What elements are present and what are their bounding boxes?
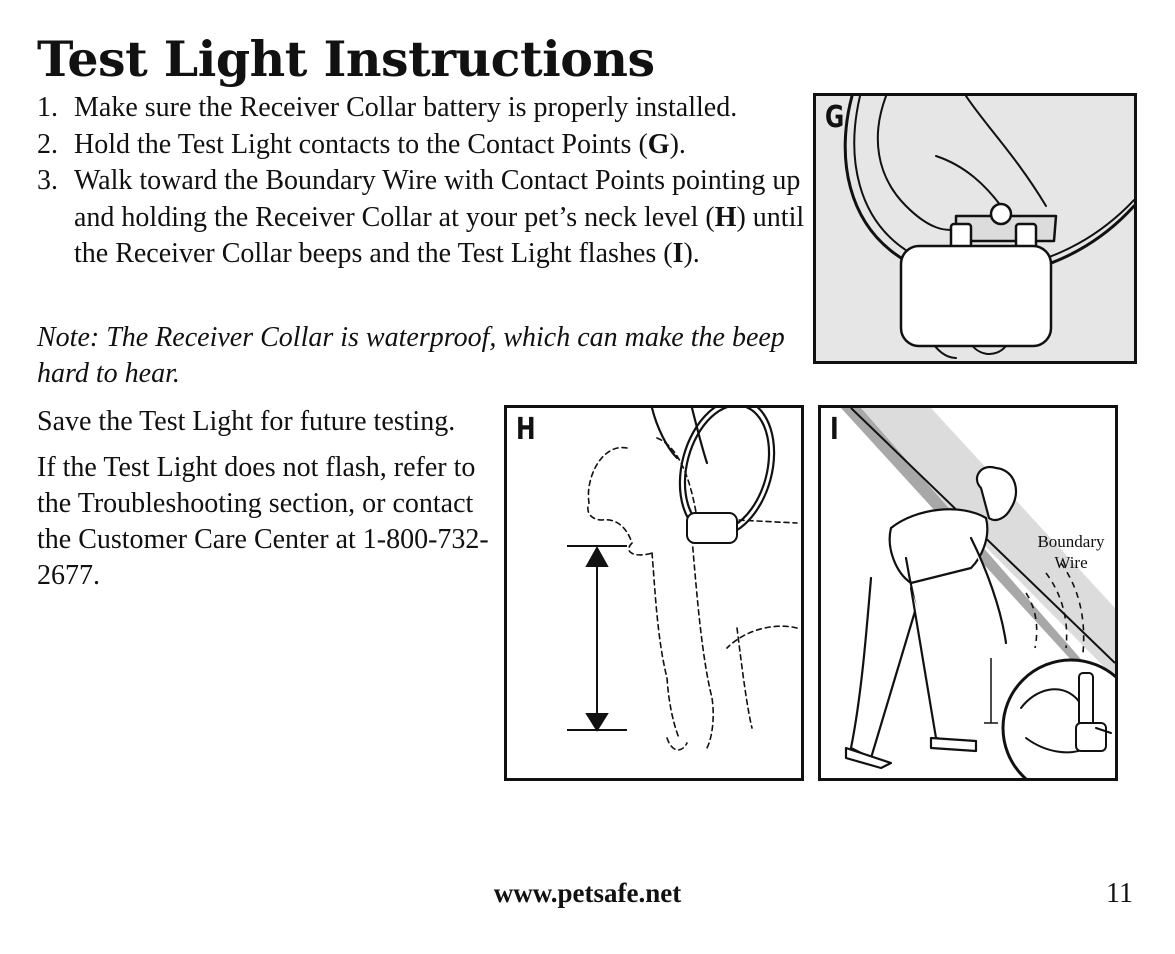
boundary-wire-label-line2: Wire [1054,553,1088,572]
figure-ref-h: H [714,201,737,233]
person-testing-near-boundary-wire-illustration [821,408,1115,778]
figure-i-panel [818,405,1118,781]
instruction-steps [37,90,807,273]
boundary-wire-label [1026,531,1116,573]
step-number: 1. [37,92,58,123]
step-text: ) until the Receiver Collar beeps and the Test Light flashes ( [74,201,805,269]
step-text: Hold the Test Light contacts to the Contact Points ( [74,128,648,160]
page-number: 11 [1106,878,1133,909]
step-number: 3. [37,165,58,196]
figure-i-label: I [830,412,839,447]
figure-h-panel [504,405,804,781]
dog-neck-height-illustration [507,408,801,778]
save-instruction: Save the Test Light for future testing. [37,406,456,437]
step-text: ). [669,128,686,160]
step-text: Walk toward the Boundary Wire with Contact Points pointing up and holding the Receiver Collar at your pet’s neck level ( [74,165,801,233]
figure-h-label: H [516,412,536,447]
hand-holding-collar-illustration [816,96,1134,361]
step-number: 2. [37,128,58,160]
step-text: Make sure the Receiver Collar battery is properly installed. [74,92,738,123]
figure-ref-i: I [672,238,684,269]
step-item [37,90,807,127]
step-text: ). [683,238,700,269]
figure-g-label: G [825,100,845,135]
step-item [37,127,807,164]
waterproof-note: Note: The Receiver Collar is waterproof, which can make the beep hard to hear. [37,322,785,389]
page-title: Test Light Instructions [37,30,655,88]
footer-website-url: www.petsafe.net [493,878,682,908]
figure-g-panel [813,93,1137,364]
step-item [37,163,807,273]
troubleshooting-instruction: If the Test Light does not flash, refer to the Troubleshooting section, or contact the Customer Care Center at 1-800-732-2677. [37,452,489,591]
figure-ref-g: G [647,128,670,160]
boundary-wire-label-line1: Boundary [1037,532,1105,551]
